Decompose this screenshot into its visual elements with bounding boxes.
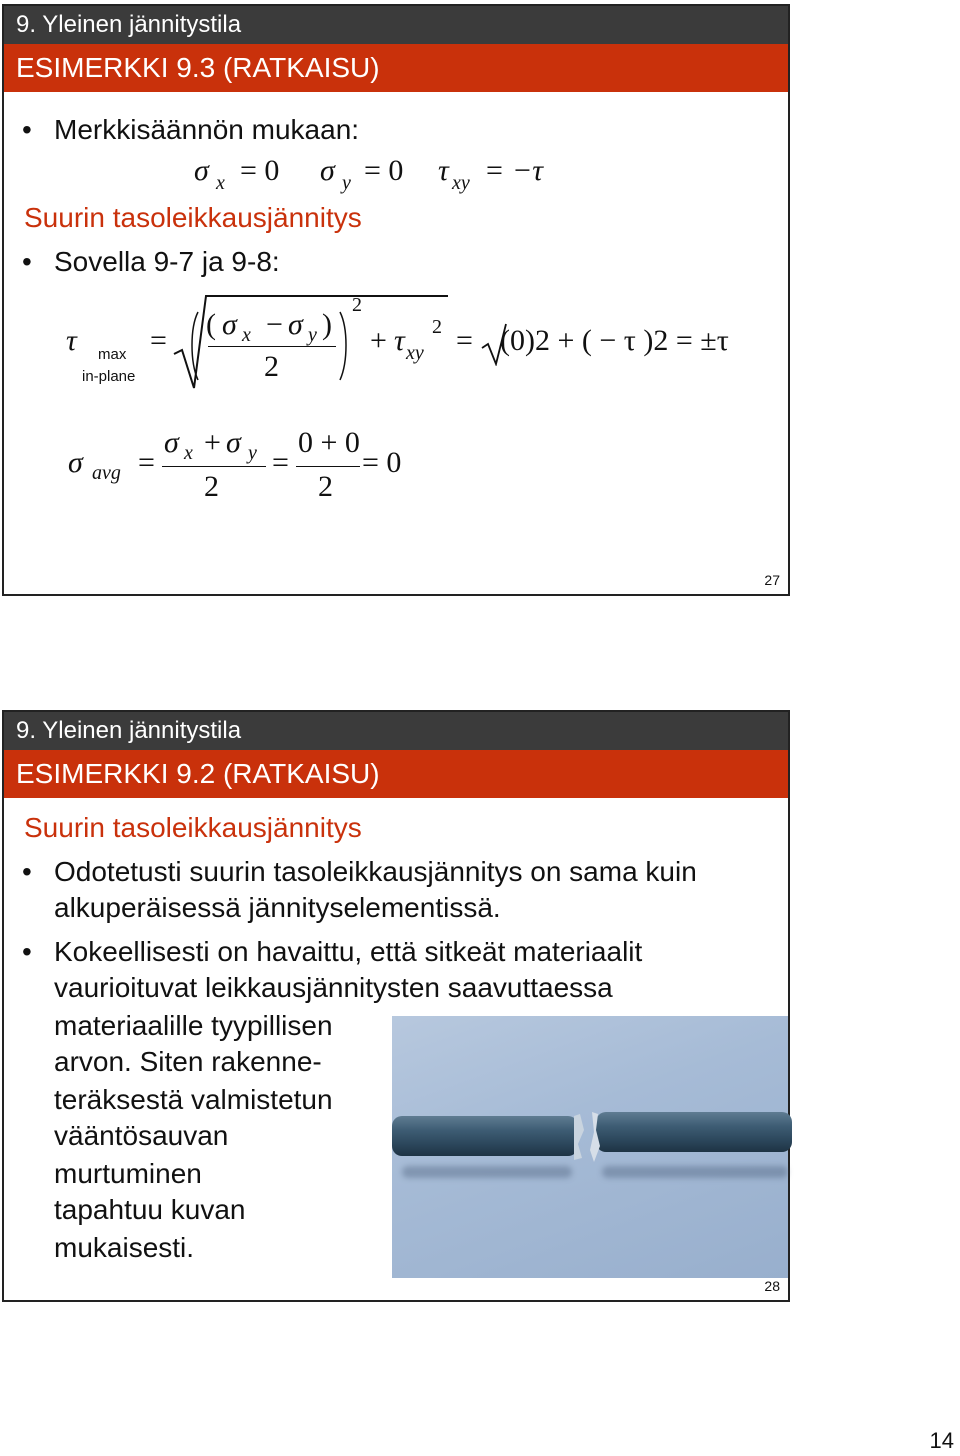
slide-header: 9. Yleinen jännitystila — [4, 712, 788, 750]
slide-header: 9. Yleinen jännitystila — [4, 6, 788, 44]
bullet-line: tapahtuu kuvan — [54, 1194, 246, 1225]
fraction-bar — [162, 466, 266, 467]
bullet-sovella: • Sovella 9-7 ja 9-8: — [54, 244, 280, 280]
slide-27: 9. Yleinen jännitystila ESIMERKKI 9.3 (RATKAISU) • Merkkisäännön mukaan: σ x = 0 σ y = 0 τ xy = −τ Suurin tasoleikkausjännitys • Sovella 9-7 ja 9-8: τ max in-plane = ( σ x − σ y ) 2 2 + τ xy 2 = (0)2 + ( − τ )2 = ±τ σ avg = σ x + σ y 2 = 0 + 0 2 = 0 27 — [2, 4, 790, 596]
fraction-bar — [296, 466, 360, 467]
section-heading: Suurin tasoleikkausjännitys — [24, 812, 362, 843]
shaft-left-piece — [392, 1116, 578, 1156]
fractured-shaft-photo — [392, 1016, 788, 1278]
bullet-line: vääntösauvan — [54, 1120, 229, 1151]
bullet-odotetusti-line1: • Odotetusti suurin tasoleikkausjännitys on sama kuin — [54, 854, 697, 890]
slide-subheader: ESIMERKKI 9.3 (RATKAISU) — [4, 44, 788, 92]
bullet-line: arvon. Siten rakenne- — [54, 1046, 322, 1077]
page-number: 28 — [764, 1278, 780, 1294]
bullet-line: mukaisesti. — [54, 1232, 195, 1263]
sheet-page-number: 14 — [929, 1428, 954, 1453]
page-number: 27 — [764, 572, 780, 588]
bullet-line: vaurioituvat leikkausjännitysten saavuttaessa — [54, 972, 613, 1003]
bullet-odotetusti-line2: alkuperäisessä jännityselementissä. — [54, 892, 501, 923]
bullet-kokeellisesti-line1: • Kokeellisesti on havaittu, että sitkeät materiaalit — [54, 934, 642, 970]
fracture-surface — [570, 1110, 602, 1164]
slide-subheader: ESIMERKKI 9.2 (RATKAISU) — [4, 750, 788, 798]
slide-28 — [2, 710, 790, 1302]
bullet-line: teräksestä valmistetun — [54, 1084, 333, 1115]
bullet-line: materiaalille tyypillisen — [54, 1010, 333, 1041]
fraction-bar — [208, 346, 336, 347]
bullet-line: murtuminen — [54, 1158, 202, 1189]
bullet-merkkisaanto: • Merkkisäännön mukaan: — [54, 112, 359, 148]
section-heading: Suurin tasoleikkausjännitys — [24, 202, 362, 233]
shaft-right-piece — [596, 1112, 792, 1152]
